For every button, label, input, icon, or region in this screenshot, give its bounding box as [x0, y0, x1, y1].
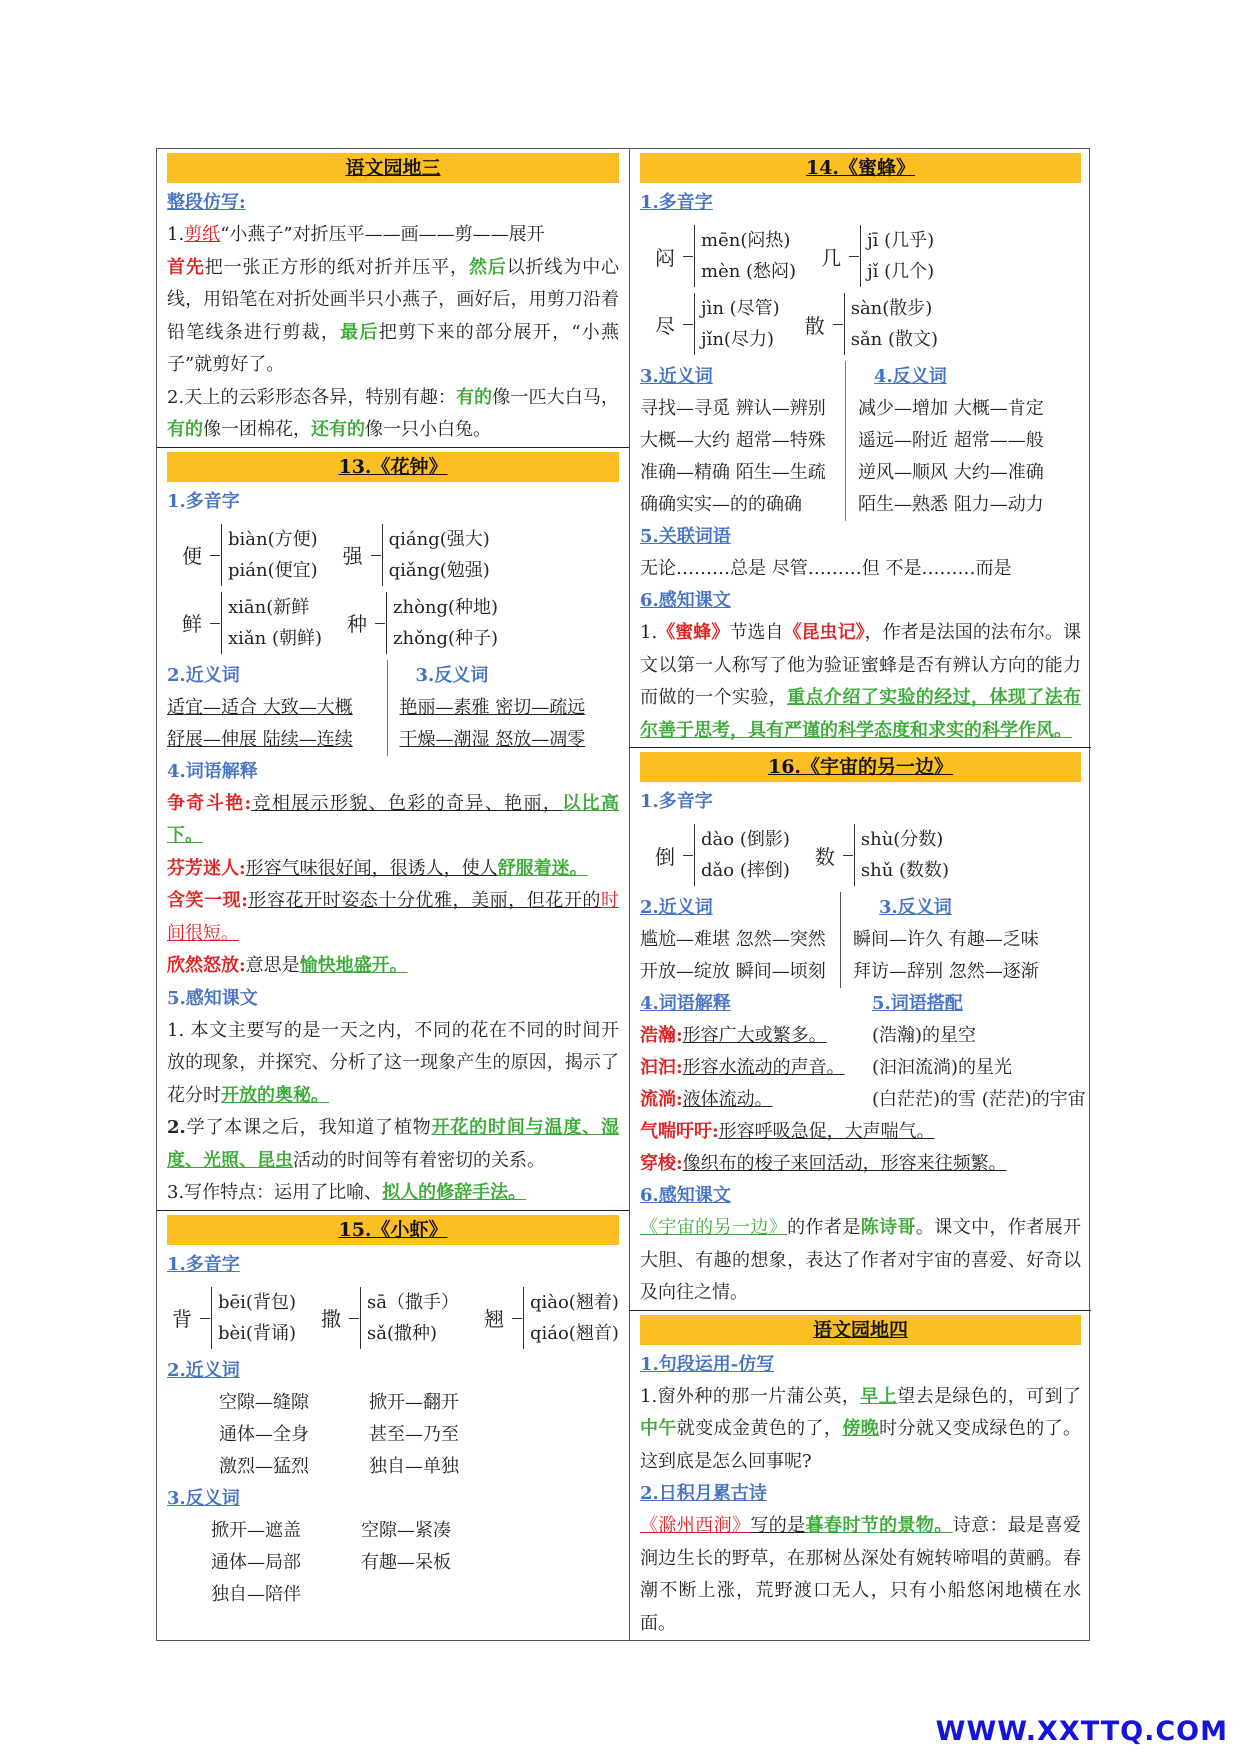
- text-run: 2.: [167, 1117, 186, 1138]
- synonym-column: [640, 892, 840, 988]
- text-run: 2.天上的云彩形态各异，特别有趣：: [167, 386, 457, 408]
- subheading: 1.多音字: [167, 1253, 240, 1275]
- polyphone-group: [816, 225, 934, 287]
- polyphone-group: [479, 1287, 619, 1349]
- word-line: 拜访—辞别 忽然—逐渐: [853, 961, 1039, 982]
- site-watermark: WWW.XXTTQ.COM: [935, 1716, 1228, 1747]
- term: 汩汩:: [640, 1057, 683, 1078]
- text-run: 1. 本文主要写的是一天之内，不同的花在不同的时间开放的现象，并探究、分析了这一现象产生的原因，揭示了花分时: [167, 1019, 619, 1106]
- section-hua-zhong: [157, 447, 629, 1210]
- text-run: 1.窗外种的那一片蒲公英，: [640, 1385, 861, 1407]
- synonym-grid: [167, 1387, 619, 1483]
- pinyin-reading: zhǒng(种子): [393, 627, 499, 649]
- definition: [167, 788, 619, 853]
- subheading: 6.感知课文: [640, 590, 731, 611]
- word-grid-row: [219, 1419, 619, 1451]
- pinyin-reading: bèi(背诵): [218, 1322, 296, 1344]
- section-title-text: 16.《宇宙的另一边》: [767, 756, 954, 778]
- polyphone-row: [167, 524, 619, 586]
- pinyin-reading: mēn(闷热): [701, 230, 791, 251]
- text-run: 把一张正方形的纸对折并压平，: [204, 256, 469, 278]
- text-run: 《滁州西涧》: [640, 1515, 751, 1536]
- text-run: 拟人的修辞手法。: [382, 1182, 527, 1203]
- pinyin-reading: sǎn (散文): [850, 329, 939, 350]
- paragraph: [640, 1381, 1081, 1479]
- text-run: 像一团棉花，: [203, 419, 311, 440]
- pinyin-brace: [360, 1287, 459, 1349]
- definition: [640, 1052, 872, 1084]
- pinyin-reading: bēi(背包): [218, 1291, 296, 1313]
- word-line: 适宜—适合 大致—大概: [167, 696, 353, 718]
- meaning: 形容水流动的声音。: [682, 1057, 845, 1078]
- pinyin-reading: xiān(新鲜: [228, 596, 310, 618]
- subheading: 3.反义词: [879, 897, 952, 918]
- section-title: [167, 153, 619, 183]
- section-xiao-xia: [157, 1210, 629, 1611]
- text-run: “小燕子”对折压平——画——剪——展开: [220, 224, 545, 245]
- text-run: 的作者是: [787, 1217, 861, 1238]
- pinyin-reading: qiáng(强大): [388, 528, 490, 550]
- section-yuwen-yuandi-3: [157, 149, 629, 447]
- paragraph: [167, 1015, 619, 1113]
- text-run: 舒服着迷。: [497, 857, 588, 879]
- pinyin-brace: [211, 1287, 296, 1349]
- text-run: 中午: [640, 1418, 677, 1439]
- collocation: (浩瀚)的星空: [872, 1025, 977, 1046]
- word-line: 尴尬—难堪 忽然—突然: [640, 929, 826, 950]
- text-run: 剪纸: [184, 224, 221, 245]
- paragraph: [167, 1177, 619, 1210]
- word-line: 寻找—寻觅 辨认—辨别: [640, 398, 826, 419]
- word-pair: 激烈—猛烈: [219, 1455, 309, 1477]
- word-grid-row: [211, 1515, 619, 1547]
- pinyin-reading: zhòng(种地): [393, 596, 499, 618]
- subheading: 2.近义词: [167, 664, 240, 686]
- subheading: 2.日积月累古诗: [640, 1483, 767, 1504]
- text-run: 节选自: [729, 622, 784, 643]
- text-run: 3.写作特点：运用了比喻、: [167, 1182, 383, 1203]
- polyphone-char: 闷: [655, 245, 675, 270]
- word-grid-row: [219, 1451, 619, 1483]
- text-run: 愉快地盛开。: [299, 955, 408, 976]
- word-pair: 独自—陪伴: [211, 1583, 301, 1605]
- pinyin-reading: xiǎn (朝鲜): [228, 627, 322, 649]
- text-run: 形容气味很好闻，很诱人，使人: [245, 857, 498, 879]
- definition: [167, 950, 619, 983]
- polyphone-group: [177, 592, 322, 654]
- pinyin-reading: sā（撒手）: [366, 1291, 459, 1313]
- polyphone-char: 倒: [655, 844, 675, 869]
- polyphone-group: [650, 293, 780, 355]
- word-line: 艳丽—素雅 密切—疏远: [399, 696, 586, 718]
- section-title: [167, 452, 619, 482]
- word-line: 准确—精确 陌生—生疏: [640, 462, 826, 483]
- definition-row: [640, 1084, 1086, 1116]
- paragraph: [167, 252, 619, 382]
- polyphone-char: 散: [804, 313, 825, 338]
- text-run: 。课文中，作者展开大胆、有趣的想象，表达了作者对宇宙的喜爱、好奇以及向往之情。: [640, 1217, 1082, 1303]
- word-pair: 通体—局部: [211, 1551, 301, 1573]
- pinyin-reading: shǔ (数数): [860, 860, 950, 881]
- pinyin-brace: [382, 524, 490, 586]
- pinyin-brace: [221, 592, 322, 654]
- section-title: [640, 752, 1081, 782]
- word-line: 大概—大约 超常—特殊: [640, 430, 826, 451]
- word-grid-row: [211, 1579, 619, 1611]
- text-run: 有的: [456, 386, 493, 408]
- text-run: 欣然怒放:: [167, 955, 246, 976]
- pinyin-brace: [523, 1287, 619, 1349]
- pinyin-brace: [860, 225, 934, 287]
- pinyin-reading: qiào(翘着): [529, 1291, 619, 1313]
- pinyin-reading: biàn(方便): [228, 528, 318, 550]
- polyphone-char: 尽: [655, 313, 675, 338]
- polyphone-char: 背: [172, 1307, 192, 1331]
- word-pair: 甚至—乃至: [369, 1423, 459, 1445]
- polyphone-group: [810, 824, 949, 886]
- subheading: 5.关联词语: [640, 526, 731, 547]
- collocation: (白茫茫)的雪 (茫茫)的宇宙: [872, 1089, 1086, 1110]
- word-pair: 独自—单独: [369, 1455, 459, 1477]
- word-line: 瞬间—许久 有趣—乏味: [853, 929, 1039, 950]
- antonym-grid: [167, 1515, 619, 1611]
- definition-row: [640, 1020, 1081, 1052]
- pinyin-brace: [694, 225, 796, 287]
- section-title: [640, 1315, 1081, 1345]
- definitions-list: [640, 1020, 1086, 1180]
- word-line: 遥远—附近 超常——般: [858, 430, 1044, 451]
- pinyin-brace: [694, 824, 790, 886]
- text-run: 时分就又变成绿色的了。这到底是怎么回事呢?: [640, 1418, 1082, 1472]
- polyphone-row: [640, 824, 1081, 886]
- text-run: 傍晚: [842, 1418, 880, 1439]
- text-run: 最后: [340, 321, 379, 343]
- word-grid-row: [219, 1387, 619, 1419]
- section-title: [167, 1215, 619, 1245]
- pinyin-reading: sàn(散步): [850, 298, 933, 319]
- definition-row: [640, 1116, 1081, 1148]
- text-run: 开放的奥秘。: [221, 1084, 329, 1106]
- text-run: 竞相展示形貌、色彩的奇异、艳丽，: [251, 792, 563, 814]
- collocation: (汩汩流淌)的星光: [872, 1057, 1013, 1078]
- meaning: 液体流动。: [682, 1089, 773, 1110]
- text-run: 1.: [167, 224, 185, 245]
- section-yuwen-yuandi-4: [630, 1310, 1091, 1641]
- polyphone-char: 强: [342, 544, 363, 568]
- subheading: 4.反义词: [874, 366, 947, 387]
- text-run: 形容花开时姿态十分优雅，美丽，但花开的: [247, 890, 601, 911]
- pinyin-reading: dào (倒影): [701, 829, 790, 850]
- definition: [640, 1116, 1081, 1148]
- section-title: [640, 153, 1081, 183]
- polyphone-group: [167, 1287, 296, 1349]
- meaning: 形容广大或繁多。: [682, 1025, 827, 1046]
- text-run: 含笑一现:: [167, 890, 248, 911]
- antonym-column: [840, 892, 1081, 988]
- paragraph: [167, 219, 619, 252]
- polyphone-char: 几: [821, 245, 842, 270]
- polyphone-row: [167, 592, 619, 654]
- polyphone-group: [177, 524, 318, 586]
- antonym-column: [387, 660, 620, 756]
- word-pair: 掀开—翻开: [369, 1391, 459, 1413]
- pinyin-reading: jī (几乎): [867, 230, 935, 251]
- text-run: 以比高下。: [167, 792, 620, 846]
- definition: [640, 1148, 1081, 1180]
- pinyin-reading: qiǎng(勉强): [388, 559, 490, 581]
- pinyin-brace: [694, 293, 780, 355]
- term: 穿梭:: [640, 1153, 683, 1174]
- meaning: 形容呼吸急促，大声喘气。: [718, 1121, 935, 1142]
- polyphone-group: [800, 293, 938, 355]
- synonym-column: [167, 660, 387, 756]
- definition-row: [640, 1148, 1081, 1180]
- polyphone-char: 种: [347, 612, 367, 636]
- synonym-antonym-block: [167, 660, 619, 756]
- word-line: 舒展—伸展 陆续—连续: [167, 728, 353, 750]
- text-run: 暮春时节的景物。: [805, 1515, 953, 1536]
- text-run: 1.: [640, 622, 658, 643]
- text-run: 像一匹大白马，: [492, 386, 619, 408]
- word-line: 逆风—顺风 大约—准确: [858, 462, 1044, 483]
- polyphone-row: [640, 293, 1081, 355]
- text-run: 争奇斗艳:: [167, 792, 252, 814]
- pinyin-reading: pián(便宜): [228, 559, 318, 581]
- term: 浩瀚:: [640, 1025, 683, 1046]
- subheading: 1.多音字: [640, 791, 713, 812]
- text-run: 《昆虫记》: [783, 622, 865, 643]
- paragraph: [640, 617, 1081, 747]
- right-column: [630, 149, 1091, 1640]
- word-line: 干燥—潮湿 怒放—凋零: [399, 728, 586, 750]
- pinyin-reading: qiáo(翘首): [529, 1322, 619, 1344]
- section-yuzhou: [630, 747, 1091, 1310]
- subheading: 2.近义词: [167, 1359, 240, 1381]
- pinyin-reading: sǎ(撒种): [366, 1322, 437, 1344]
- text-run: 《宇宙的另一边》: [640, 1217, 788, 1238]
- polyphone-char: 数: [814, 844, 835, 869]
- word-pair: 通体—全身: [219, 1423, 309, 1445]
- pinyin-brace: [844, 293, 938, 355]
- subheading: 2.近义词: [640, 897, 713, 918]
- text-run: 把剪下来的部分展开，“小燕子”就剪好了。: [167, 321, 620, 375]
- left-column: [157, 149, 630, 1640]
- pinyin-reading: jìn (尽管): [701, 298, 780, 319]
- polyphone-group: [338, 524, 490, 586]
- text-run: 开花的时间与温度、湿度、光照、昆虫: [167, 1117, 619, 1171]
- text-run: 诗意：最是喜爱涧边生长的野草，在那树丛深处有婉转啼唱的黄鹂。春潮不断上涨，荒野渡口无人，只有小船悠闲地横在水面。: [640, 1515, 1082, 1634]
- word-pair: 空隙—紧凑: [361, 1519, 451, 1541]
- text-run: 首先: [167, 256, 205, 278]
- word-line: 确确实实—的的确确: [640, 494, 802, 515]
- word-grid-row: [211, 1547, 619, 1579]
- text-run: 时间很短。: [167, 890, 619, 944]
- conjunctions-line: 无论………总是 尽管………但 不是………而是: [640, 558, 1012, 579]
- term: 气喘吁吁:: [640, 1121, 719, 1142]
- section-mi-feng: [630, 149, 1091, 747]
- subheading: 5.感知课文: [167, 987, 258, 1009]
- section-title-text: 语文园地四: [812, 1318, 908, 1341]
- definition: [640, 1020, 872, 1052]
- polyphone-char: 便: [182, 544, 202, 568]
- word-pair: 空隙—缝隙: [219, 1391, 309, 1413]
- text-run: 有的: [167, 419, 203, 440]
- pinyin-brace: [221, 524, 318, 586]
- polyphone-char: 翘: [483, 1307, 504, 1331]
- subheading: 3.反义词: [167, 1487, 240, 1509]
- polyphone-char: 撒: [320, 1307, 341, 1331]
- term: 流淌:: [640, 1089, 683, 1110]
- subheading: 1.句段运用-仿写: [640, 1353, 775, 1375]
- text-run: 望去是绿色的，可到了: [897, 1385, 1081, 1407]
- text-run: 写的是: [750, 1515, 806, 1536]
- definition: [167, 853, 619, 886]
- paragraph: [640, 1212, 1081, 1310]
- word-pair: 掀开—遮盖: [211, 1519, 301, 1541]
- section-title-text: 语文园地三: [345, 157, 441, 179]
- text-run: 然后: [468, 256, 507, 278]
- subheading: 6.感知课文: [640, 1185, 731, 1206]
- subheading: 1.多音字: [640, 192, 713, 213]
- text-run: 重点介绍了实验的经过，体现了法布尔善于思考，具有严谨的科学态度和求实的科学作风。: [640, 687, 1082, 741]
- meaning: 像织布的梭子来回活动，形容来往频繁。: [682, 1153, 1007, 1174]
- subheading: 5.词语搭配: [872, 993, 963, 1014]
- text-run: 以折线为中心线，用铅笔在对折处画半只小燕子，画好后，用剪刀沿着铅笔线条进行剪裁，: [167, 256, 620, 343]
- section-title-text: 15.《小虾》: [338, 1218, 448, 1241]
- word-line: 开放—绽放 瞬间—顷刻: [640, 961, 826, 982]
- text-run: 学了本课之后，我知道了植物: [185, 1117, 432, 1138]
- pinyin-reading: mèn (愁闷): [701, 261, 797, 282]
- subheading: 3.反义词: [415, 664, 489, 686]
- definition-header-row: [640, 988, 1081, 1020]
- definition: [640, 1084, 872, 1116]
- subheading: 1.多音字: [167, 490, 240, 512]
- polyphone-row: [640, 225, 1081, 287]
- polyphone-group: [650, 225, 796, 287]
- subheading: 3.近义词: [640, 366, 713, 387]
- polyphone-char: 鲜: [182, 612, 202, 636]
- definition: [167, 885, 619, 950]
- antonym-column: [845, 361, 1081, 521]
- word-line: 陌生—熟悉 阻力—动力: [858, 494, 1044, 515]
- text-run: ，作者是法国的法布尔。课文以第一人称写了他为验证蜜蜂是否有辨认方向的能力而做的一个实验，: [640, 622, 1082, 708]
- text-run: 像一只小白兔。: [365, 419, 491, 440]
- section-title-text: 13.《花钟》: [338, 455, 448, 478]
- pinyin-reading: jǐn(尽力): [701, 329, 774, 350]
- subheading: 4.词语解释: [640, 993, 731, 1014]
- paragraph: [167, 1112, 619, 1177]
- polyphone-group: [316, 1287, 459, 1349]
- synonym-antonym-block: [640, 892, 1081, 988]
- paragraph: [640, 1510, 1081, 1640]
- pinyin-reading: jǐ (几个): [867, 261, 935, 282]
- text-run: 《蜜蜂》: [657, 622, 730, 643]
- pinyin-brace: [854, 824, 949, 886]
- pinyin-reading: shù(分数): [860, 829, 944, 850]
- section-title-text: 14.《蜜蜂》: [805, 157, 916, 179]
- text-run: 意思是: [245, 955, 300, 976]
- text-run: 芬芳迷人:: [167, 857, 246, 879]
- text-run: 早上: [860, 1385, 898, 1407]
- polyphone-group: [650, 824, 790, 886]
- definition-row: [640, 1052, 1081, 1084]
- text-run: 陈诗哥: [860, 1217, 916, 1238]
- subheading: 整段仿写:: [167, 192, 246, 213]
- word-line: 减少—增加 大概—肯定: [858, 398, 1044, 419]
- text-run: 还有的: [311, 419, 365, 440]
- polyphone-group: [342, 592, 498, 654]
- synonym-antonym-block: [640, 361, 1081, 521]
- synonym-column: [640, 361, 845, 521]
- paragraph: [167, 382, 619, 447]
- text-run: 活动的时间等有着密切的关系。: [293, 1149, 545, 1171]
- word-pair: 有趣—呆板: [361, 1551, 451, 1573]
- pinyin-brace: [386, 592, 498, 654]
- pinyin-reading: dǎo (摔倒): [701, 860, 790, 881]
- text-run: 就变成金黄色的了，: [676, 1418, 843, 1439]
- page-frame: [156, 148, 1090, 1641]
- subheading: 4.词语解释: [167, 760, 258, 782]
- polyphone-row: [167, 1287, 619, 1349]
